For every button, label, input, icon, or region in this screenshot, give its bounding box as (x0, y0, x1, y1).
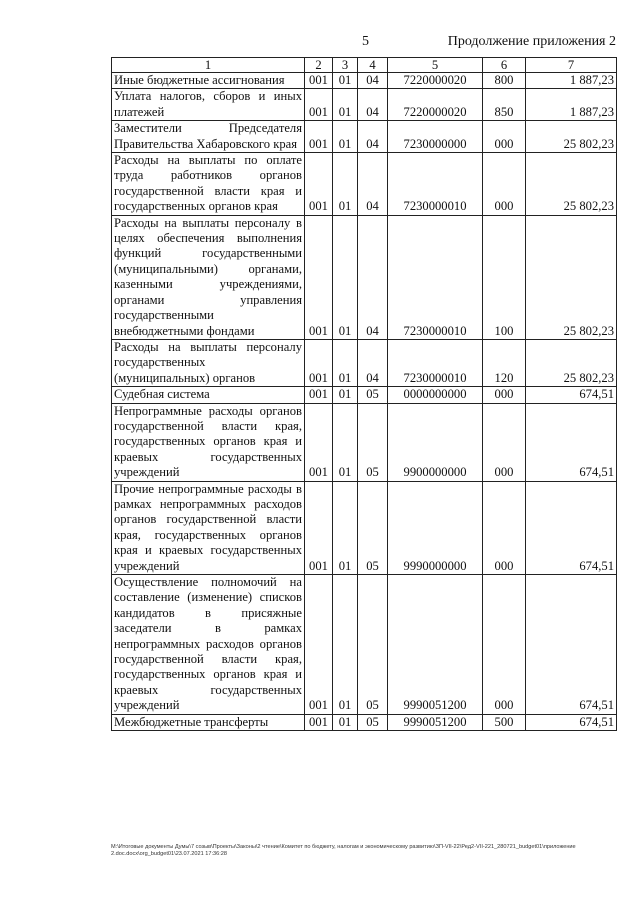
cell-target-article: 7220000020 (388, 73, 483, 89)
cell-section: 01 (333, 714, 358, 730)
table-row (112, 714, 617, 730)
cell-section: 01 (333, 89, 358, 121)
cell-subsection: 04 (358, 89, 388, 121)
cell-subsection: 04 (358, 339, 388, 386)
cell-section: 01 (333, 215, 358, 339)
cell-target-article: 9990051200 (388, 575, 483, 715)
table-row (112, 73, 617, 89)
cell-amount: 25 802,23 (526, 339, 617, 386)
cell-subsection: 04 (358, 153, 388, 216)
cell-expense-type: 000 (483, 121, 526, 153)
cell-ministry: 001 (305, 121, 333, 153)
cell-expense-type: 850 (483, 89, 526, 121)
table-row (112, 121, 617, 153)
cell-ministry: 001 (305, 481, 333, 574)
cell-amount: 25 802,23 (526, 215, 617, 339)
column-header: 7 (526, 58, 617, 73)
cell-section: 01 (333, 73, 358, 89)
column-header: 5 (388, 58, 483, 73)
row-name: Судебная система (112, 387, 305, 403)
cell-ministry: 001 (305, 339, 333, 386)
cell-target-article: 7230000010 (388, 153, 483, 216)
cell-section: 01 (333, 387, 358, 403)
table-row (112, 387, 617, 403)
budget-table (111, 57, 617, 731)
cell-amount: 1 887,23 (526, 73, 617, 89)
cell-section: 01 (333, 153, 358, 216)
table-row (112, 403, 617, 481)
continuation-label: Продолжение приложения 2 (447, 34, 616, 49)
row-name: Расходы на выплаты персоналу в целях обеспечения выполнения функций государственными (муниципальными) органами, казенными учреждениями, органами управления государственными внебюджетными фондами (112, 215, 305, 339)
column-header: 1 (112, 58, 305, 73)
cell-subsection: 05 (358, 403, 388, 481)
cell-expense-type: 000 (483, 153, 526, 216)
cell-target-article: 0000000000 (388, 387, 483, 403)
column-header: 4 (358, 58, 388, 73)
row-name: Межбюджетные трансферты (112, 714, 305, 730)
cell-subsection: 04 (358, 121, 388, 153)
column-header: 3 (333, 58, 358, 73)
cell-amount: 674,51 (526, 403, 617, 481)
cell-section: 01 (333, 121, 358, 153)
cell-ministry: 001 (305, 575, 333, 715)
cell-expense-type: 500 (483, 714, 526, 730)
cell-subsection: 04 (358, 73, 388, 89)
cell-amount: 1 887,23 (526, 89, 617, 121)
row-name: Уплата налогов, сборов и иных платежей (112, 89, 305, 121)
cell-expense-type: 120 (483, 339, 526, 386)
cell-amount: 25 802,23 (526, 121, 617, 153)
cell-section: 01 (333, 481, 358, 574)
cell-target-article: 7220000020 (388, 89, 483, 121)
cell-ministry: 001 (305, 403, 333, 481)
cell-target-article: 9900000000 (388, 403, 483, 481)
row-name: Прочие непрограммные расходы в рамках непрограммных расходов органов государственной власти края, государственных органов края и краевых государственных учреждений (112, 481, 305, 574)
cell-ministry: 001 (305, 89, 333, 121)
table-row (112, 215, 617, 339)
footer-file-path: М:\Итоговые документы Думы\7 созыв\Проекты\Законы\2 чтение\Комитет по бюджету, налогам и экономическому развитию\ЗП-VII-22\Ред2-VII-221_280721_budget01\приложение 2.doc.docx\org_budget01\23.07.2021 17:36:28 (111, 844, 576, 857)
cell-target-article: 7230000000 (388, 121, 483, 153)
row-name: Заместители Председателя Правительства Хабаровского края (112, 121, 305, 153)
table-row (112, 339, 617, 386)
row-name: Непрограммные расходы органов государственной власти края, государственных органов края и краевых государственных учреждений (112, 403, 305, 481)
cell-expense-type: 800 (483, 73, 526, 89)
cell-subsection: 05 (358, 714, 388, 730)
cell-expense-type: 000 (483, 575, 526, 715)
column-header: 2 (305, 58, 333, 73)
table-row (112, 481, 617, 574)
table-row (112, 89, 617, 121)
cell-ministry: 001 (305, 387, 333, 403)
cell-expense-type: 000 (483, 481, 526, 574)
cell-ministry: 001 (305, 714, 333, 730)
cell-ministry: 001 (305, 153, 333, 216)
table-row (112, 153, 617, 216)
header-row (112, 58, 617, 73)
cell-subsection: 05 (358, 481, 388, 574)
cell-amount: 674,51 (526, 481, 617, 574)
row-name: Расходы на выплаты по оплате труда работников органов государственной власти края и государственных органов края (112, 153, 305, 216)
row-name: Иные бюджетные ассигнования (112, 73, 305, 89)
cell-target-article: 9990000000 (388, 481, 483, 574)
cell-section: 01 (333, 339, 358, 386)
cell-subsection: 04 (358, 215, 388, 339)
cell-target-article: 9990051200 (388, 714, 483, 730)
cell-amount: 674,51 (526, 387, 617, 403)
cell-expense-type: 000 (483, 387, 526, 403)
cell-ministry: 001 (305, 215, 333, 339)
cell-ministry: 001 (305, 73, 333, 89)
cell-target-article: 7230000010 (388, 215, 483, 339)
cell-amount: 25 802,23 (526, 153, 617, 216)
cell-amount: 674,51 (526, 714, 617, 730)
column-header: 6 (483, 58, 526, 73)
table-row (112, 575, 617, 715)
cell-subsection: 05 (358, 575, 388, 715)
cell-amount: 674,51 (526, 575, 617, 715)
cell-expense-type: 000 (483, 403, 526, 481)
page-number: 5 (362, 34, 369, 49)
cell-section: 01 (333, 403, 358, 481)
row-name: Расходы на выплаты персоналу государственных (муниципальных) органов (112, 339, 305, 386)
cell-expense-type: 100 (483, 215, 526, 339)
cell-target-article: 7230000010 (388, 339, 483, 386)
cell-section: 01 (333, 575, 358, 715)
row-name: Осуществление полномочий на составление (изменение) списков кандидатов в присяжные заседатели в рамках непрограммных расходов органов государственной власти края, государственных органов края и краевых государственных учреждений (112, 575, 305, 715)
cell-subsection: 05 (358, 387, 388, 403)
